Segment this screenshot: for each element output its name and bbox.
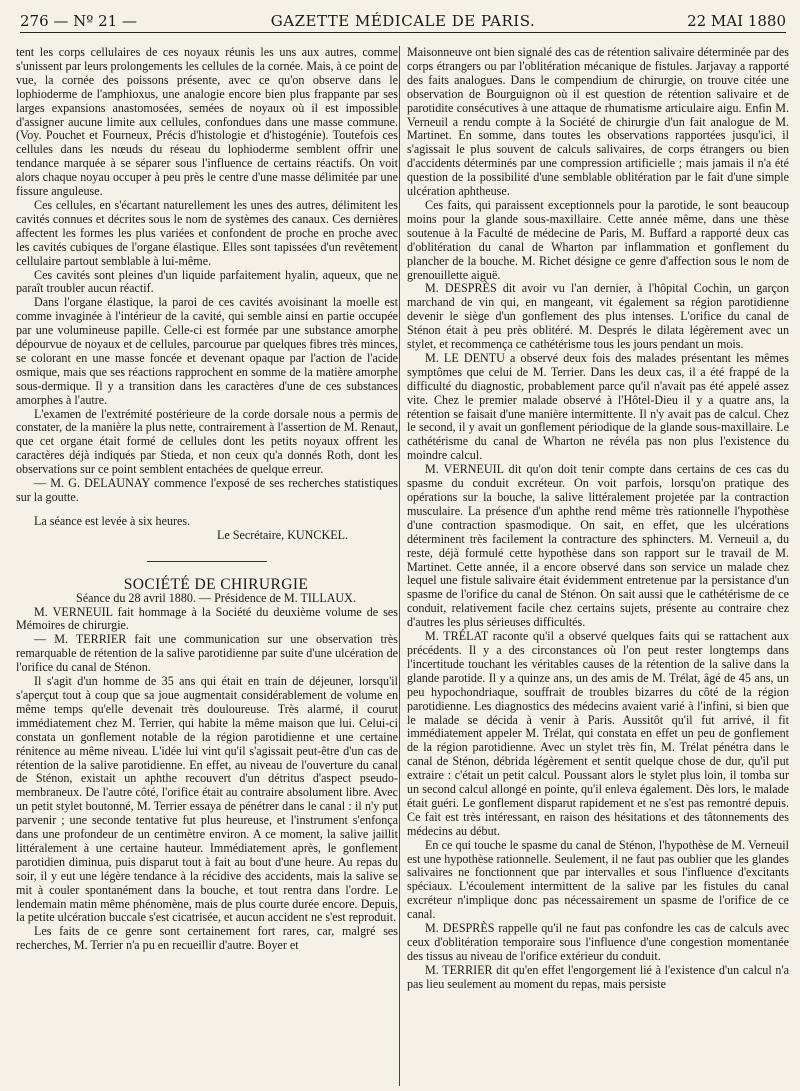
session-line: Séance du 28 avril 1880. — Présidence de M. TILLAUX. bbox=[76, 590, 356, 605]
paragraph: L'examen de l'extrémité postérieure de la corde dorsale nous a permis de constater, de la manière la plus nette, contrairement à l'assertion de M. Renaut, que cet organe était formé de cellules dont les petits noyaux offrent les caractères déjà indiqués par Stieda, et non ceux qu'a donnés Roth, dont les observations sur ce point semblent entachées de quelque erreur. bbox=[16, 406, 398, 477]
paragraph: M. TRÉLAT raconte qu'il a observé quelques faits qui se rattachent aux précédents. Il y a des circonstances où l'on peut rester longtemps dans l'incertitude touchant les véritables causes de la rétention de la salive dans la glande parotide. Il y a quinze ans, un des amis de M. Trélat, âgé de 45 ans, un peu hypochondriaque, souffrait de troubles bizarres du côté de la région parotidienne. Les diagnostics des médecins avaient varié à l'infini, si bien que le malade se décida à venir à Paris. Aussitôt qu'il fut arrivé, il fit immédiatement appeler M. Trélat, qui constata en effet un peu de gonflement de la région parotidienne. Avec un stylet très fin, M. Trélat pénétra dans le canal de Sténon, débrida légèrement et sentit quelque chose de dur, qu'il put extraire : c'était un petit calcul. Poussant alors le stylet plus loin, il tomba sur un second calcul allongé en pointe, qu'il enleva également. Dès lors, le malade était guéri. Le gonflement disparut rapidement et ne s'est pas remontré depuis. Ce fait est très intéressant, en raison des hésitations et des tâtonnements des médecins au début. bbox=[407, 629, 789, 838]
right-column bbox=[407, 46, 789, 1086]
paragraph: M. TERRIER dit qu'en effet l'engorgement lié à l'existence d'un calcul n'a pas lieu seulement au moment du repas, mais persiste bbox=[407, 962, 789, 991]
separator bbox=[147, 561, 267, 562]
signature: Le Secrétaire, KUNCKEL. bbox=[217, 527, 348, 542]
paragraph: M. VERNEUIL dit qu'on doit tenir compte dans certains de ces cas du spasme du conduit excréteur. On voit parfois, lorsqu'on pratique des opérations sur la bouche, la salive littéralement projetée par la contraction musculaire. La présence d'un aphthe rend même très rationnelle l'hypothèse d'une contraction spasmodique. On sait, en effet, que les ulcérations déterminent très facilement la contracture des sphincters. M. Verneuil a, du reste, déjà formulé cette hypothèse dans son rapport sur le travail de M. Martinet. Cette année, il a encore observé dans son service un malade chez lequel une fistule salivaire était évidemment entretenue par la persistance d'un spasme de l'orifice du canal de Sténon. On sait aussi que le cathétérisme de ce conduit, relativement facile chez certains sujets, présente au contraire chez d'autres les plus sérieuses difficultés. bbox=[407, 462, 789, 630]
paragraph: — M. G. DELAUNAY commence l'exposé de ses recherches statistiques sur la goutte. bbox=[16, 476, 398, 504]
section-title: SOCIÉTÉ DE CHIRURGIE bbox=[123, 575, 309, 593]
left-column bbox=[16, 46, 398, 1086]
issue-date: 22 MAI 1880 bbox=[687, 12, 786, 30]
paragraph: Dans l'organe élastique, la paroi de ces cavités avoisinant la moelle est comme invaginée à l'intérieur de la cavité, qui semble ainsi en partie occupée par une volumineuse papille. Celle-ci est formée par une substance amorphe dépourvue de noyaux et de cellules, parcourue par quelques fibres très minces, se colorant en une masse foncée et devenant opaque par l'action de l'acide osmique, mais que ses réactions rapprochent en somme de la matière amorphe sous-dermique. Il y a transition dans les caractères d'une de ces substances amorphes à l'autre. bbox=[16, 295, 398, 407]
paragraph: M. DESPRÈS rappelle qu'il ne faut pas confondre les cas de calculs avec ceux d'oblitération temporaire sous l'influence d'une congestion momentanée des tissus au niveau de l'orifice extérieur du conduit. bbox=[407, 921, 789, 963]
paragraph: Maisonneuve ont bien signalé des cas de rétention salivaire déterminée par des corps étrangers ou par l'oblitération mécanique de fistules. Jarjavay a rapporté des faits analogues. Dans le compendium de chirurgie, on trouve citée une observation de Bourguignon où il est question de rétention salivaire et de parotidite consécutives à une attaque de rhumatisme articulaire aigu. Enfin M. Verneuil a rendu compte à la Société de chirurgie d'un fait analogue de M. Martinet. En somme, dans toutes les observations rapportées jusqu'ici, il s'agissait le plus souvent de calculs salivaires, de corps étrangers ou bien d'accidents déterminés par une compression artificielle ; mais jamais il n'a été question de la possibilité d'une semblable oblitération par le fait d'une simple ulcération aphtheuse. bbox=[407, 46, 789, 199]
paragraph: Il s'agit d'un homme de 35 ans qui était en train de déjeuner, lorsqu'il s'aperçut tout à coup que sa joue augmentait considérablement de volume en même temps qu'elle devenait très douloureuse. Très alarmé, il courut immédiatement chez M. Terrier, qui habite la même maison que lui. Celui-ci constata un gonflement notable de la région parotidienne et une certaine rénitence au même niveau. L'idée lui vint qu'il s'agissait peut-être d'un cas de rétention de la salive parotidienne. En effet, au niveau de l'ouverture du canal de Sténon, existait un aphthe recouvert d'un détritus d'aspect pseudo-membraneux. De l'autre côté, l'orifice était au contraire absolument libre. Avec un petit stylet boutonné, M. Terrier essaya de pénétrer dans le canal : il n'y put parvenir ; une seconde tentative fut plus heureuse, et l'instrument s'enfonça dans une profondeur de un centimètre environ. A ce moment, la salive jaillit littéralement à une certaine hauteur. Immédiatement après, le gonflement parotidien diminua, puis disparut tout à fait au bout d'une heure. Au repas du soir, il y eut une légère tendance à la récidive des accidents, mais la salive se mit à couler spontanément dans la bouche, et tout rentra dans l'ordre. Le lendemain matin même phénomène, mais de plus courte durée encore. Depuis, la petite ulcération buccale s'est cicatrisée, et aucun accident ne s'est reproduit. bbox=[16, 674, 398, 925]
paragraph: M. VERNEUIL fait hommage à la Société du deuxième volume de ses Mémoires de chirurgie. bbox=[16, 604, 398, 633]
page-number: 276 — Nº 21 — bbox=[20, 12, 137, 30]
column-divider bbox=[399, 46, 400, 1086]
paragraph: Ces cavités sont pleines d'un liquide parfaitement hyalin, aqueux, que ne paraît troubler aucun réactif. bbox=[16, 267, 398, 296]
paragraph: — M. TERRIER fait une communication sur une observation très remarquable de rétention de la salive parotidienne par suite d'une ulcération de l'orifice du canal de Sténon. bbox=[16, 632, 398, 675]
paragraph: M. DESPRÈS dit avoir vu l'an dernier, à l'hôpital Cochin, un garçon marchand de vin qui, en mangeant, vit également sa région parotidienne devenir le siège d'un gonflement des plus intenses. L'orifice du canal de Sténon était à peu près oblitéré. M. Després le dilata légèrement avec un stylet, et recommença ce cathétérisme tous les jours pendant un mois. bbox=[407, 281, 789, 352]
page-header bbox=[20, 10, 786, 33]
paragraph: tent les corps cellulaires de ces noyaux réunis les uns aux autres, comme s'unissent par leurs prolongements les cellules de la cornée. Mais, à ce point de vue, la cornée des poissons présente, avec ce qu'on observe dans le lophioderme de l'amphioxus, une analogie encore bien plus frappante par ses larges expansions anastomosées, semées de noyaux où il est impossible d'assigner aucune limite aux cellules, confondues dans une masse commune. (Voy. Pouchet et Fourneux, Précis d'histologie et d'histogénie). Toutefois ces cellules dans les nœuds du réseau du lophioderme semblent offrir une tendance marquée à se séparer sous l'influence de certains réactifs. On voit alors chaque noyau occuper à peu près le centre d'une masse délimitée par une fissure anguleuse. bbox=[16, 46, 398, 199]
paragraph: Ces cellules, en s'écartant naturellement les unes des autres, délimitent les cavités connues et décrites sous le nom de systèmes des canaux. Ces dernières affectent les formes les plus variées et confondent de proche en proche avec les cavités cubiques de l'organe élastique. Elles sont tapissées d'un revêtement cellulaire partout semblable à lui-même. bbox=[16, 197, 398, 268]
journal-title: GAZETTE MÉDICALE DE PARIS. bbox=[270, 12, 536, 30]
paragraph: M. LE DENTU a observé deux fois des malades présentant les mêmes symptômes que celui de M. Terrier. Dans les deux cas, il a été frappé de la difficulté du diagnostic, probablement parce qu'il n'avait pas été appelé assez vite. Chez le premier malade observé à l'Hôtel-Dieu il y a quatre ans, la rétention se faisait d'une manière intermittente. Il n'y avait pas de calcul. Chez le second, il y avait un gonflement périodique de la glande sous-maxillaire. Le cathétérisme du canal de Wharton ne révéla pas non plus l'existence du moindre calcul. bbox=[407, 350, 789, 463]
paragraph: En ce qui touche le spasme du canal de Sténon, l'hypothèse de M. Verneuil est une hypothèse rationnelle. Seulement, il ne faut pas oublier que les glandes salivaires ne fonctionnent que par intervalles et sous l'influence d'excitants spéciaux. L'écoulement intermittent de la salive par les fistules du canal excréteur n'implique donc pas nécessairement un spasme de l'orifice de ce canal. bbox=[407, 837, 789, 922]
paragraph: Les faits de ce genre sont certainement fort rares, car, malgré ses recherches, M. Terrier n'a pu en recueillir d'autre. Boyer et bbox=[16, 924, 398, 953]
paragraph: Ces faits, qui paraissent exceptionnels pour la parotide, le sont beaucoup moins pour la glande sous-maxillaire. Cette année même, dans une thèse soutenue à la Faculté de médecine de Paris, M. Buffard a rapporté deux cas d'oblitération du canal de Wharton par inflammation et gonflement du plancher de la bouche. M. Richet désigne ce genre d'affection sous le nom de grenouillette aiguë. bbox=[407, 197, 789, 282]
paragraph: La séance est levée à six heures. bbox=[34, 513, 191, 528]
